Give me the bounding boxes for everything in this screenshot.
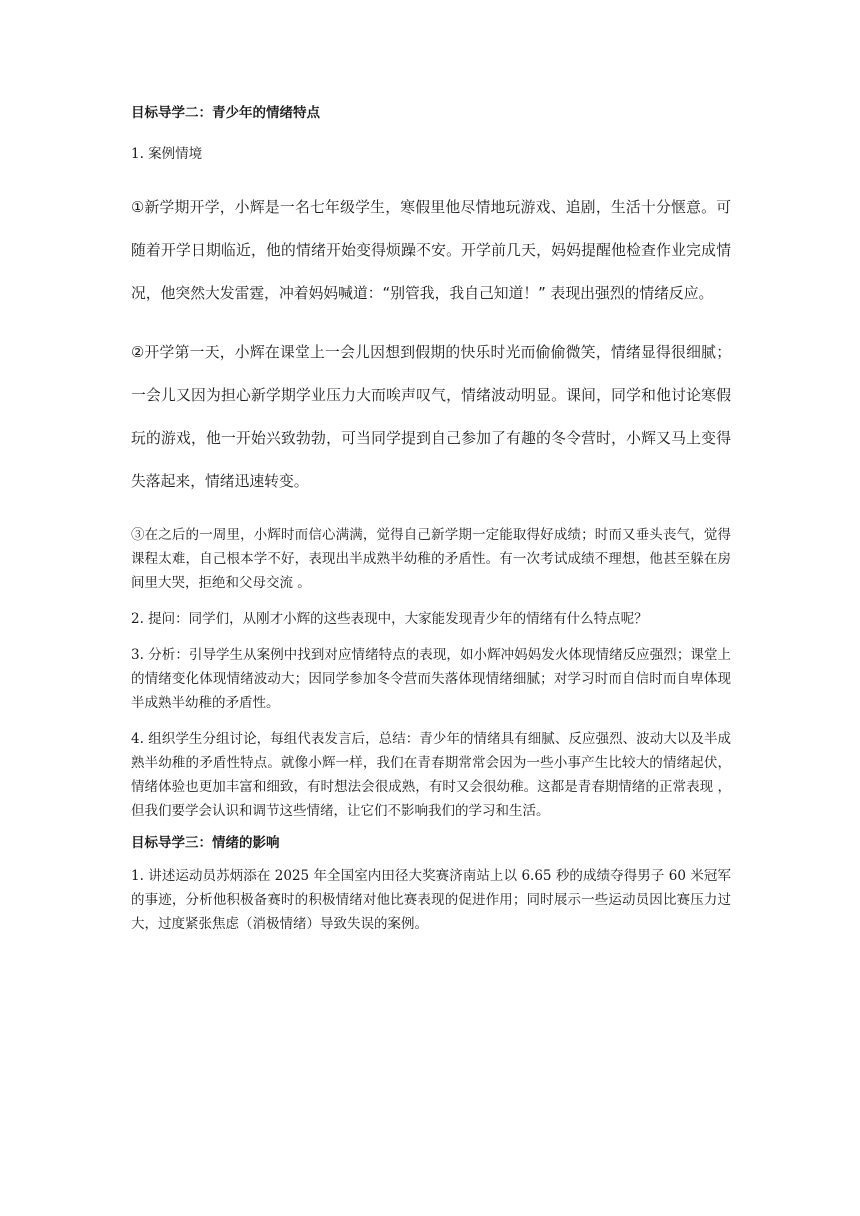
- discussion-summary-paragraph: 4. 组织学生分组讨论，每组代表发言后，总结：青少年的情绪具有细腻、反应强烈、波动大以及半成熟半幼稚的矛盾性特点。就像小辉一样，我们在青春期常常会因为一些小事产生比较大的情绪起伏，情绪体验也更加丰富和细致，有时想法会很成熟，有时又会很幼稚。这都是青春期情绪的正常表现 ，但我们要学会认识和调节这些情绪，让它们不影响我们的学习和生活。: [131, 731, 731, 819]
- question-paragraph: 2. 提问：同学们，从刚才小辉的这些表现中，大家能发现青少年的情绪有什么特点呢？: [131, 611, 648, 627]
- case-situation-label: 1. 案例情境: [131, 146, 203, 162]
- section-2-title: 目标导学二：青少年的情绪特点: [131, 105, 320, 121]
- athlete-story-paragraph: 1. 讲述运动员苏炳添在 2025 年全国室内田径大奖赛济南站上以 6.65 秒的成绩夺得男子 60 米冠军的事迹，分析他积极备赛时的积极情绪对他比赛表现的促进作用；同时展示一些运动员因比赛压力过大，过度紧张焦虑（消极情绪）导致失误的案例。: [131, 868, 731, 932]
- case-paragraph-1: ①新学期开学，小辉是一名七年级学生，寒假里他尽情地玩游戏、追剧，生活十分惬意。可随着开学日期临近，他的情绪开始变得烦躁不安。开学前几天，妈妈提醒他检查作业完成情况，他突然大发雷霆，冲着妈妈喊道：“别管我，我自己知道！” 表现出强烈的情绪反应。: [131, 199, 731, 302]
- analysis-paragraph: 3. 分析：引导学生从案例中找到对应情绪特点的表现，如小辉冲妈妈发火体现情绪反应强烈；课堂上的情绪变化体现情绪波动大；因同学参加冬令营而失落体现情绪细腻；对学习时而自信时而自卑体现半成熟半幼稚的矛盾性。: [131, 647, 731, 711]
- section-3-title: 目标导学三：情绪的影响: [131, 835, 280, 851]
- document-page: [131, 96, 731, 936]
- case-paragraph-3: ③在之后的一周里，小辉时而信心满满，觉得自己新学期一定能取得好成绩；时而又垂头丧气，觉得课程太难，自己根本学不好，表现出半成熟半幼稚的矛盾性。有一次考试成绩不理想，他甚至躲在房间里大哭，拒绝和父母交流 。: [131, 527, 731, 591]
- case-paragraph-2: ②开学第一天，小辉在课堂上一会儿因想到假期的快乐时光而偷偷微笑，情绪显得很细腻；一会儿又因为担心新学期学业压力大而唉声叹气，情绪波动明显。课间，同学和他讨论寒假玩的游戏，他一开始兴致勃勃，可当同学提到自己参加了有趣的冬令营时，小辉又马上变得失落起来，情绪迅速转变。: [131, 344, 731, 490]
